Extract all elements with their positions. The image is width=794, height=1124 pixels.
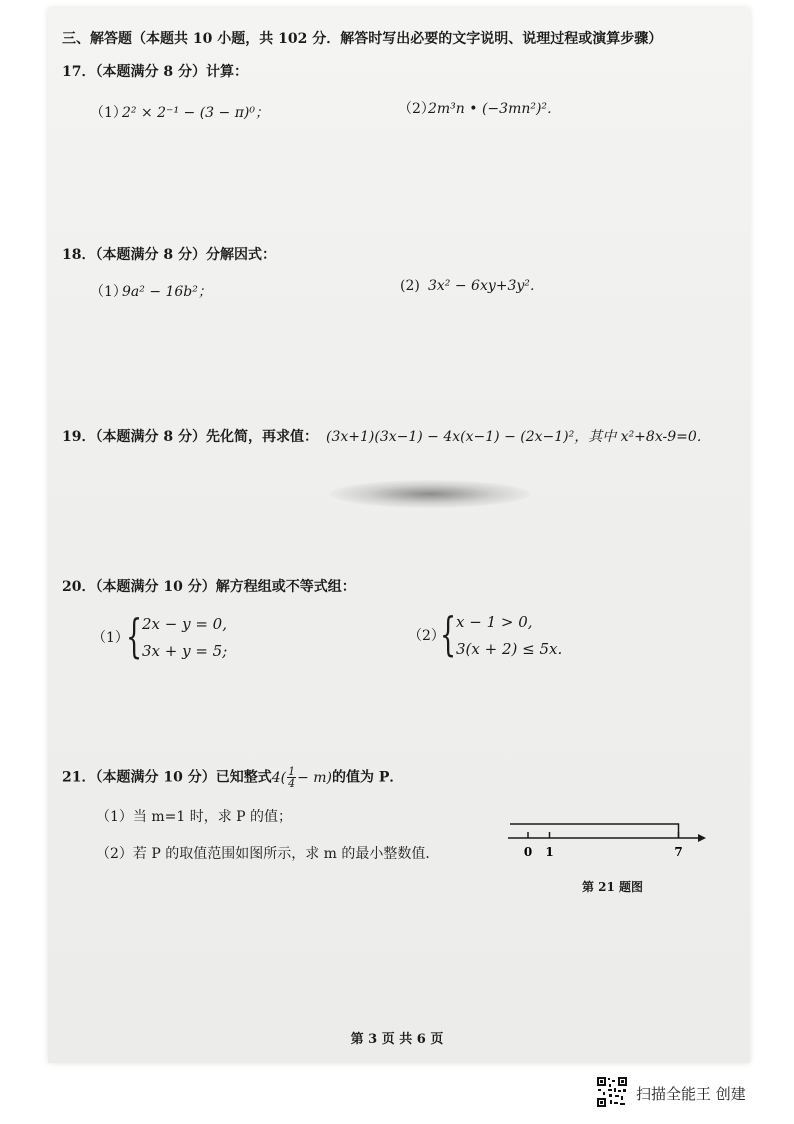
q20-part1-num: （1） xyxy=(92,630,129,646)
exam-page xyxy=(48,8,750,1063)
number-line-arrow xyxy=(698,834,706,842)
q20-part2-brace: { xyxy=(440,607,457,661)
number-line-tick-label: 7 xyxy=(674,845,683,859)
q17-part2-expr: 2m³n • (−3mn²)²． xyxy=(428,101,562,117)
q18-part1-num: （1） xyxy=(90,284,127,300)
q18-part2-expr: 3x² − 6xy+3y²． xyxy=(428,278,544,294)
q17-part2-num: （2） xyxy=(398,101,435,117)
page-number: 第 3 页 共 6 页 xyxy=(350,1032,444,1047)
scan-smudge xyxy=(330,480,530,508)
q21-part1: （1）当 m=1 时，求 P 的值； xyxy=(96,809,293,825)
q21-label-pre: 21．（本题满分 10 分）已知整式 xyxy=(62,769,272,786)
q20-part1-line1: 2x − y = 0, xyxy=(142,615,227,633)
q21-label xyxy=(62,766,403,789)
q18-part1-expr: 9a² − 16b²； xyxy=(122,284,212,300)
number-line-range-bracket xyxy=(510,824,679,838)
q21-label-post: 的值为 P． xyxy=(332,769,404,786)
section-title: 三、解答题（本题共 10 小题，共 102 分．解答时写出必要的文字说明、说理过程或演算步骤） xyxy=(62,31,663,47)
q17-part1-expr: 2² × 2⁻¹ − (3 − π)⁰； xyxy=(122,105,269,121)
q21-expr-pre: 4( xyxy=(271,769,287,786)
q20-part2-num: （2） xyxy=(408,628,445,644)
q20-part1-line2: 3x + y = 5; xyxy=(142,642,228,660)
qr-code-icon xyxy=(596,1076,628,1108)
q21-frac-num: 1 xyxy=(288,765,296,778)
q18-label: 18．（本题满分 8 分）分解因式： xyxy=(62,247,276,263)
q20-label: 20．（本题满分 10 分）解方程组或不等式组： xyxy=(62,579,356,595)
q21-frac-den: 4 xyxy=(288,777,296,790)
scanner-brand-text: 扫描全能王 创建 xyxy=(636,1085,746,1103)
q18-part2-num: (2) xyxy=(400,278,420,294)
q21-expr xyxy=(271,765,333,790)
q20-part2-line2: 3(x + 2) ≤ 5x. xyxy=(456,640,563,658)
q19-label: 19．（本题满分 8 分）先化简，再求值： xyxy=(62,429,318,445)
q19-expr: (3x+1)(3x−1) − 4x(x−1) − (2x−1)²，其中 x²+8x-9=0． xyxy=(326,429,711,445)
q20-part2-line1: x − 1 > 0, xyxy=(456,613,533,631)
q20-part1-brace: { xyxy=(126,609,143,663)
number-line-tick-label: 0 xyxy=(523,845,533,859)
q21-expr-post: − m) xyxy=(297,769,333,786)
q21-part2: （2）若 P 的取值范围如图所示，求 m 的最小整数值． xyxy=(96,846,440,862)
q17-label: 17．（本题满分 8 分）计算： xyxy=(62,64,248,80)
q17-part1-num: （1） xyxy=(90,105,127,121)
number-line-tick-label: 1 xyxy=(545,845,554,859)
q21-fraction xyxy=(287,766,296,789)
number-line-figure xyxy=(500,816,710,866)
q21-figure-caption: 第 21 题图 xyxy=(582,880,644,894)
